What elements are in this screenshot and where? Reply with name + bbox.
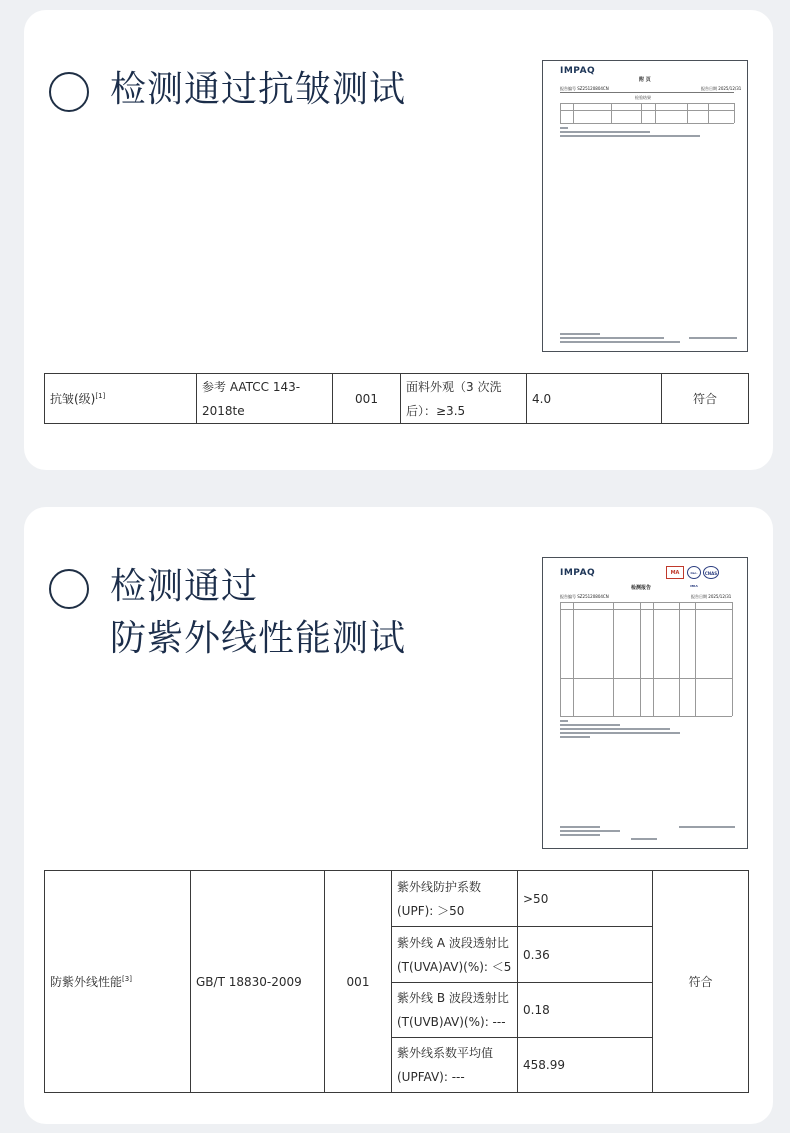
mini-table-line [708, 103, 709, 123]
wrinkle-result-table [44, 373, 749, 424]
mini-table-line [560, 602, 732, 603]
mini-table-line [560, 103, 561, 123]
sample-no-cell: 001 [333, 374, 401, 424]
report-date: 报告日期 2025/12/31 [701, 86, 742, 91]
mini-table-line [679, 602, 680, 716]
cma-badge: MA [666, 566, 684, 579]
divider [560, 92, 734, 93]
impaq-logo: IMPAQ [560, 66, 596, 76]
cnas-badge: CNAS [703, 566, 719, 579]
mini-table-line [560, 609, 732, 610]
test-method-cell: 参考 AATCC 143- 2018te [197, 374, 333, 424]
result-cell: >50 [518, 871, 653, 927]
result-cell: 4.0 [527, 374, 662, 424]
section-title: 检测通过抗皱测试 [110, 69, 407, 110]
mini-table-line [560, 678, 732, 679]
text-line [560, 732, 680, 734]
requirement-cell: 紫外线 A 波段透射比 (T(UVA)AV)(%): ＜5 [392, 927, 518, 983]
mini-table-line [560, 716, 732, 717]
verdict-cell: 符合 [662, 374, 749, 424]
text-line [679, 826, 735, 828]
radio-circle-icon [49, 569, 89, 609]
text-line [689, 337, 737, 339]
impaq-logo: IMPAQ [560, 568, 596, 578]
text-line [560, 333, 600, 335]
section-card-wrinkle [24, 10, 773, 470]
table-row [45, 374, 749, 424]
test-item-cell: 抗皱(级)[1] [45, 374, 197, 424]
requirement-cell: 紫外线防护系数 (UPF): ＞50 [392, 871, 518, 927]
text-line [560, 830, 620, 832]
mini-table-line [653, 602, 654, 716]
mini-table-line [640, 602, 641, 716]
sample-no-cell: 001 [325, 871, 392, 1093]
report-heading: 检测报告 [631, 585, 652, 591]
mini-table-line [655, 103, 656, 123]
mini-table-line [611, 103, 612, 123]
mini-table-line [560, 602, 561, 716]
requirement-cell: 紫外线系数平均值 (UPFAV): --- [392, 1038, 518, 1093]
text-line [560, 135, 700, 137]
report-subheading: 检验结果 [635, 95, 651, 100]
radio-circle-icon [49, 72, 89, 112]
table-row [45, 871, 749, 927]
mini-table-line [613, 602, 614, 716]
mini-table-line [573, 103, 574, 123]
report-number: 报告编号 SZ25120804CN [560, 86, 609, 91]
section-card-uv [24, 507, 773, 1124]
verdict-cell: 符合 [653, 871, 749, 1093]
mini-table-line [687, 103, 688, 123]
text-line [560, 834, 600, 836]
test-method-cell: GB/T 18830-2009 [191, 871, 325, 1093]
mini-table-line [734, 103, 735, 123]
mini-table-line [695, 602, 696, 716]
mini-table-line [641, 103, 642, 123]
section-title-line2: 防紫外线性能测试 [110, 618, 407, 659]
result-cell: 0.36 [518, 927, 653, 983]
ilac-badge: ilac-MRA [687, 566, 701, 579]
requirement-cell: 紫外线 B 波段透射比 (T(UVB)AV)(%): --- [392, 983, 518, 1038]
text-line [560, 826, 600, 828]
report-number: 报告编号 SZ25120804CN [560, 594, 609, 599]
text-line [560, 337, 664, 339]
section-title-line1: 检测通过 [110, 566, 259, 607]
uv-result-table [44, 870, 749, 1093]
report-thumbnail [542, 557, 748, 849]
mini-table-line [560, 123, 734, 124]
text-line [560, 720, 568, 722]
mini-table-line [732, 602, 733, 716]
text-line [560, 341, 680, 343]
text-line [560, 127, 568, 129]
report-date: 报告日期 2025/12/31 [691, 594, 732, 599]
text-line [631, 838, 657, 840]
text-line [560, 728, 670, 730]
test-item-cell: 防紫外线性能[3] [45, 871, 191, 1093]
text-line [560, 131, 650, 133]
report-thumbnail [542, 60, 748, 352]
result-cell: 458.99 [518, 1038, 653, 1093]
requirement-cell: 面料外观（3 次洗 后）：≥3.5 [401, 374, 527, 424]
text-line [560, 724, 620, 726]
mini-table-line [573, 602, 574, 716]
text-line [560, 736, 590, 738]
report-heading: 附 页 [639, 77, 651, 83]
result-cell: 0.18 [518, 983, 653, 1038]
